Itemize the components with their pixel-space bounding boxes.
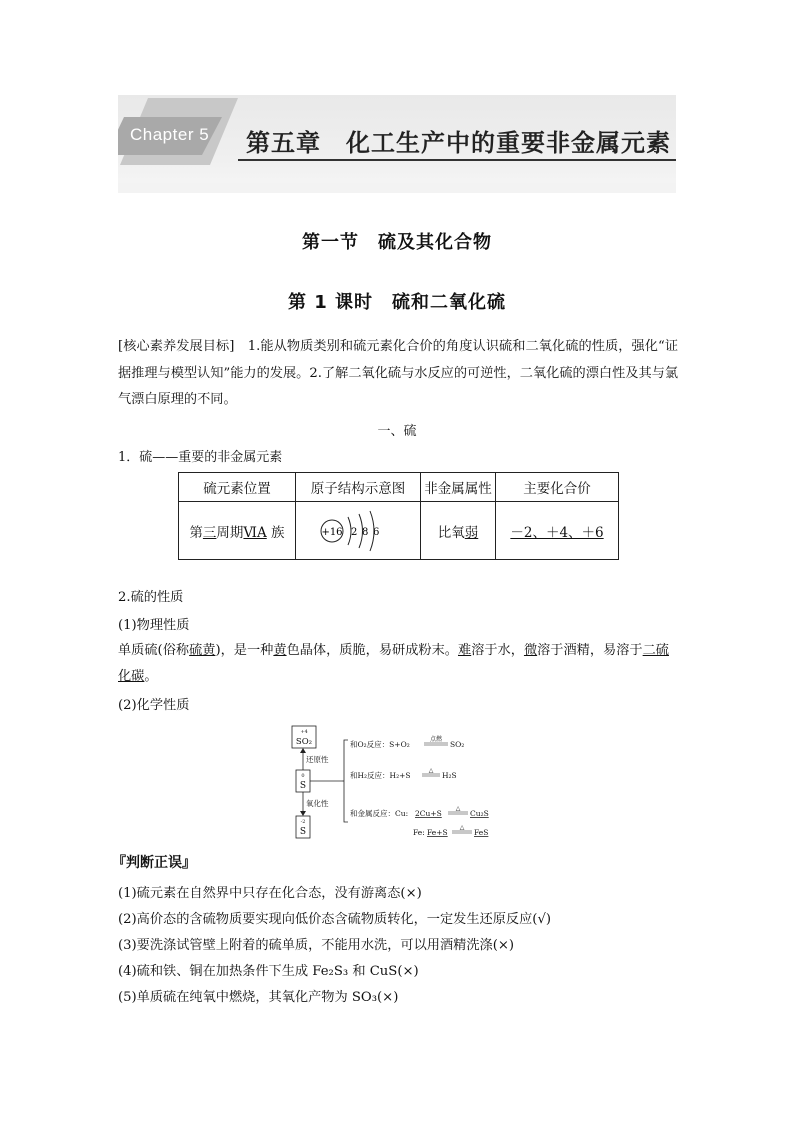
table-header-row	[179, 473, 619, 502]
heading-sulfur-properties: 2.硫的性质	[118, 590, 184, 605]
shell-electrons: 8	[362, 526, 369, 538]
cell-position: 第三周期ⅥA 族	[179, 502, 296, 560]
shell-electrons: 6	[373, 526, 380, 538]
lesson-title: 第 1 课时 硫和二氧化硫	[287, 292, 507, 313]
table-header: 原子结构示意图	[296, 473, 421, 502]
shell-electrons: 2	[351, 526, 358, 538]
mid-valence: 0	[301, 773, 305, 779]
chapter-label: Chapter 5	[130, 125, 210, 144]
reducing-label: 还原性	[306, 755, 329, 764]
reaction-h2: 和H₂反应：H₂+S	[350, 771, 411, 780]
reaction-o2-condition: 点燃	[429, 736, 443, 743]
atomic-structure-diagram	[308, 508, 408, 554]
reaction-h2-condition: △	[428, 767, 434, 774]
period-answer: 三	[202, 524, 217, 541]
judge-item: (2)高价态的含硫物质要实现向低价态含硫物质转化，一定发生还原反应(√)	[118, 912, 551, 927]
chapter-title: 第五章 化工生产中的重要非金属元素	[246, 129, 671, 157]
nonmetal-answer: 弱	[464, 524, 479, 541]
sulfur-reaction-diagram	[290, 722, 510, 842]
mid-species: S	[299, 781, 307, 791]
sulfur-table	[178, 472, 619, 560]
nucleus-charge: +16	[321, 526, 343, 538]
reaction-fe: Fe:	[413, 828, 425, 837]
reaction-h2-product: H₂S	[442, 771, 457, 780]
reaction-o2: 和O₂反应：S+O₂	[350, 740, 410, 749]
learning-goals	[118, 334, 678, 414]
part-one-heading: 一、硫	[377, 424, 417, 439]
bot-valence: -2	[300, 819, 306, 825]
reaction-fe-condition: △	[459, 824, 465, 831]
table-header: 硫元素位置	[179, 473, 296, 502]
cell-atomic-structure	[296, 502, 421, 560]
goals-tag: [核心素养发展目标]	[118, 339, 235, 354]
oxidizing-label: 氧化性	[306, 799, 329, 808]
cell-valence	[496, 502, 619, 560]
goals-text: 1.能从物质类别和硫元素化合价的角度认识硫和二氧化硫的性质，强化“证据推理与模型认知”能力的发展。2.了解二氧化硫与水反应的可逆性，二氧化硫的漂白性及其与氯气漂白原理的不同。	[118, 339, 679, 407]
chapter-banner	[118, 95, 676, 193]
judge-item: (1)硫元素在自然界中只存在化合态，没有游离态(×)	[118, 886, 422, 901]
physical-properties-heading: (1)物理性质	[118, 618, 190, 633]
judge-item: (4)硫和铁、铜在加热条件下生成 Fe₂S₃ 和 CuS(×)	[118, 964, 419, 979]
table-header: 主要化合价	[496, 473, 619, 502]
reaction-cu-product: Cu₂S	[470, 809, 489, 818]
section-title: 第一节 硫及其化合物	[302, 232, 492, 253]
table-row	[179, 502, 619, 560]
heading-sulfur-element: 1．硫——重要的非金属元素	[118, 450, 283, 465]
reaction-cu-condition: △	[455, 805, 461, 812]
reaction-metal: 和金属反应：Cu:	[350, 809, 409, 818]
cell-nonmetal: 比氧弱	[421, 502, 496, 560]
reaction-cu-lhs: 2Cu+S	[415, 809, 442, 818]
reaction-fe-lhs: Fe+S	[427, 828, 448, 837]
chemical-properties-heading: (2)化学性质	[118, 698, 190, 713]
table-header: 非金属属性	[421, 473, 496, 502]
chapter-title-underline	[238, 159, 676, 161]
judge-item: (3)要洗涤试管壁上附着的硫单质，不能用水洗，可以用酒精洗涤(×)	[118, 938, 515, 953]
group-answer: ⅥA	[243, 524, 267, 541]
judge-title: 『判断正误』	[112, 855, 196, 871]
top-species: SO₂	[295, 737, 313, 747]
bot-species: S	[299, 827, 307, 837]
judge-item: (5)单质硫在纯氧中燃烧，其氧化产物为 SO₃(×)	[118, 990, 399, 1005]
physical-properties-text: 单质硫(俗称硫黄)，是一种黄色晶体，质脆，易研成粉末。难溶于水，微溶于酒精，易溶于二硫化碳。	[118, 643, 669, 684]
top-valence: +4	[300, 729, 308, 735]
valence-answer: －2、＋4、＋6	[510, 524, 604, 541]
reaction-o2-product: SO₂	[450, 740, 465, 749]
reaction-fe-product: FeS	[474, 828, 489, 837]
